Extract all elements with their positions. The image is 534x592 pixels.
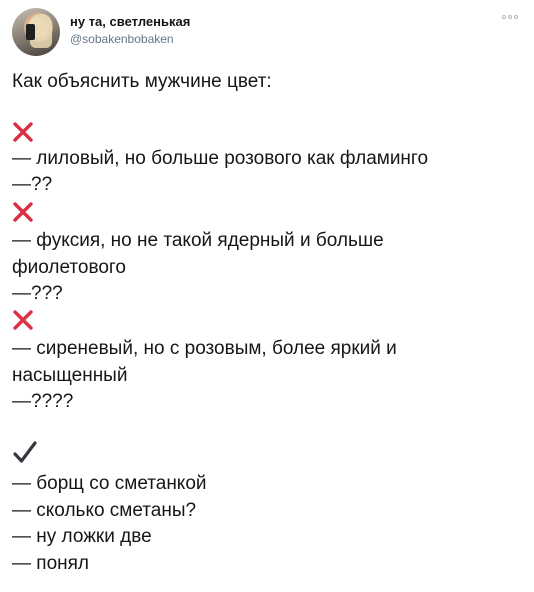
author-name[interactable]: ну та, светленькая: [70, 14, 191, 29]
attempt-2-line-3: —???: [12, 283, 63, 304]
success-line-3: — ну ложки две: [12, 526, 152, 547]
attempt-1-line-1: — лиловый, но больше розового как фламинго: [12, 148, 429, 169]
avatar[interactable]: [12, 8, 60, 56]
success-line-2: — сколько сметаны?: [12, 500, 197, 521]
attempt-3-line-2: насыщенный: [12, 365, 128, 386]
check-mark-icon: [12, 440, 38, 466]
attempt-2-line-2: фиолетового: [12, 257, 126, 278]
cross-mark-icon: [12, 309, 34, 331]
more-options-icon[interactable]: [502, 12, 522, 22]
attempt-3-line-1: — сиреневый, но с розовым, более яркий и: [12, 338, 397, 359]
attempt-3-line-3: —????: [12, 391, 74, 412]
attempt-1-line-2: —??: [12, 174, 53, 195]
tweet-header: [12, 8, 522, 56]
cross-mark-icon: [12, 201, 34, 223]
success-line-1: — борщ со сметанкой: [12, 473, 207, 494]
success-line-4: — понял: [12, 553, 90, 574]
tweet-intro: Как объяснить мужчине цвет:: [12, 71, 272, 92]
attempt-2-line-1: — фуксия, но не такой ядерный и больше: [12, 230, 384, 251]
cross-mark-icon: [12, 121, 34, 143]
author-handle[interactable]: @sobakenbobaken: [70, 32, 174, 46]
